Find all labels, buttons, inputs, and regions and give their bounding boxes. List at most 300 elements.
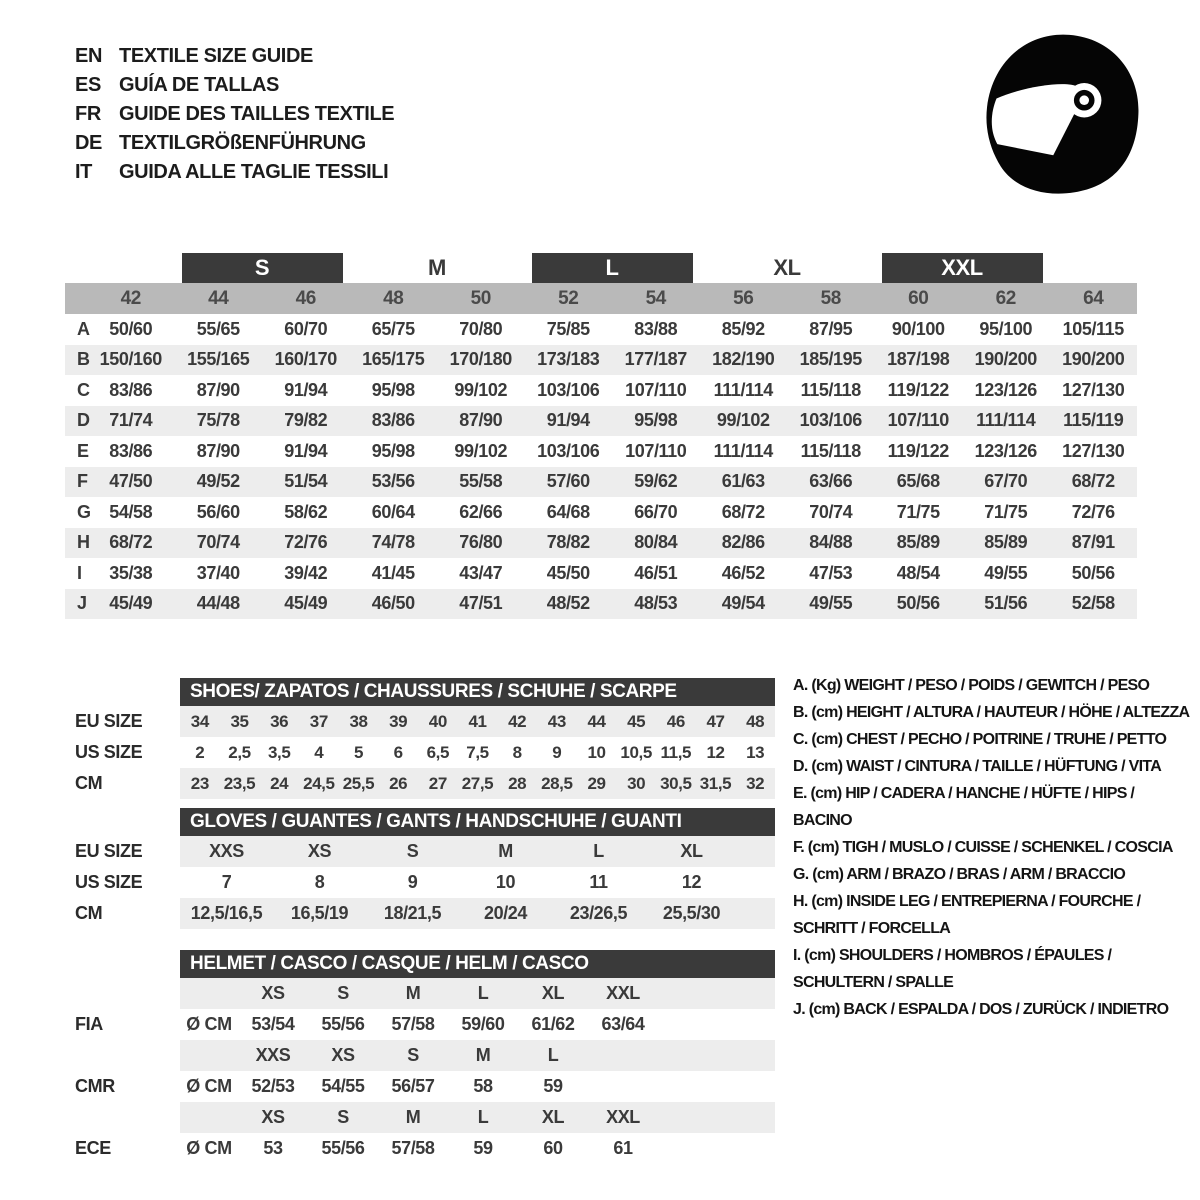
table-cell: 37 <box>309 711 328 731</box>
table-cell: 70/80 <box>459 318 503 339</box>
legend-item: C. (cm) CHEST / PECHO / POITRINE / TRUHE / PETTO <box>793 731 1167 748</box>
table-cell: 46/50 <box>371 593 415 614</box>
table-cell: 10 <box>587 742 606 762</box>
table-cell: 2,5 <box>228 742 251 762</box>
table-cell: XS <box>261 1107 285 1127</box>
table-cell: 47 <box>706 711 725 731</box>
unit-label: Ø CM <box>186 1076 232 1096</box>
table-cell: 51/56 <box>984 593 1028 614</box>
row-label: CM <box>75 903 103 923</box>
table-cell: 38 <box>349 711 368 731</box>
legend-item: D. (cm) WAIST / CINTURA / TAILLE / HÜFTUNG / VITA <box>793 758 1162 775</box>
table-cell: 39/42 <box>284 562 328 583</box>
row-label <box>65 1040 180 1071</box>
table-cell: 84/88 <box>809 532 853 553</box>
table-cell: 44/48 <box>196 593 240 614</box>
table-cell: 182/190 <box>712 349 775 370</box>
table-row <box>65 345 1137 376</box>
title-line <box>75 100 394 129</box>
table-cell: 85/89 <box>984 532 1028 553</box>
table-cell: M <box>405 1107 421 1127</box>
row-values <box>180 1133 775 1164</box>
table-cell: 30 <box>627 773 646 793</box>
table-cell: 95/100 <box>979 318 1033 339</box>
title-text: TEXTILE SIZE GUIDE <box>119 45 313 67</box>
table-cell: S <box>407 1045 419 1065</box>
table-cell: 95/98 <box>634 410 678 431</box>
row-values <box>180 737 775 768</box>
table-cell: 28 <box>508 773 527 793</box>
table-row <box>65 406 1137 437</box>
helmet-header-row <box>65 950 775 978</box>
size-column-header: 64 <box>1083 287 1104 309</box>
table-cell: 10,5 <box>620 742 652 762</box>
size-group-s: S <box>182 253 343 283</box>
table-cell: 99/102 <box>716 410 770 431</box>
table-cell: XXL <box>606 983 640 1003</box>
table-cell: XL <box>680 841 703 861</box>
row-values <box>180 1040 775 1071</box>
row-label: J <box>77 593 87 614</box>
table-cell: 9 <box>407 872 418 892</box>
measurement-rows <box>65 314 1137 619</box>
table-cell: 90/100 <box>891 318 945 339</box>
table-cell: 85/92 <box>721 318 765 339</box>
table-cell: 43/47 <box>459 562 503 583</box>
gloves-table <box>65 808 775 929</box>
table-cell: 65/68 <box>896 471 940 492</box>
size-group-m: M <box>428 255 446 280</box>
table-cell: 62/66 <box>459 501 503 522</box>
table-cell: 50/56 <box>896 593 940 614</box>
table-cell: 51/54 <box>284 471 328 492</box>
table-cell: 11,5 <box>660 742 692 762</box>
row-values <box>180 836 775 867</box>
table-cell: 57/60 <box>546 471 590 492</box>
table-row <box>65 589 1137 620</box>
helmet-rows <box>65 978 775 1164</box>
table-cell: 41/45 <box>371 562 415 583</box>
table-cell: 30,5 <box>660 773 692 793</box>
table-cell: 48/53 <box>634 593 678 614</box>
size-column-header: 46 <box>295 287 316 309</box>
table-cell: 27 <box>428 773 447 793</box>
table-cell: 127/130 <box>1062 440 1125 461</box>
table-cell: 87/95 <box>809 318 853 339</box>
legend-item: F. (cm) TIGH / MUSLO / CUISSE / SCHENKEL / COSCIA <box>793 839 1173 856</box>
table-row <box>65 375 1137 406</box>
table-cell: 87/90 <box>459 410 503 431</box>
table-cell: 173/183 <box>537 349 600 370</box>
table-row <box>65 528 1137 559</box>
table-cell: 67/70 <box>984 471 1028 492</box>
table-row <box>65 314 1137 345</box>
table-cell: 177/187 <box>624 349 687 370</box>
table-cell: 103/106 <box>537 379 600 400</box>
table-cell: 25,5/30 <box>662 903 721 923</box>
language-code: IT <box>75 161 92 183</box>
table-cell: 115/118 <box>800 379 861 400</box>
legend-item: I. (cm) SHOULDERS / HOMBROS / ÉPAULES / SCHULTERN / SPALLE <box>793 947 1112 991</box>
table-cell: 56/57 <box>391 1076 435 1096</box>
table-cell: 53/54 <box>251 1014 295 1034</box>
table-cell: 71/75 <box>896 501 940 522</box>
table-cell: 85/89 <box>896 532 940 553</box>
row-label: EU SIZE <box>75 711 143 731</box>
table-cell: 7,5 <box>466 742 489 762</box>
row-values <box>180 1102 775 1133</box>
row-label: H <box>77 532 90 553</box>
row-label: E <box>77 440 89 461</box>
table-row <box>65 978 775 1009</box>
row-values <box>180 768 775 799</box>
table-cell: 63/66 <box>809 471 853 492</box>
helmet-table <box>65 950 775 1164</box>
table-cell: L <box>477 1107 489 1127</box>
table-cell: 9 <box>552 742 562 762</box>
table-row <box>65 1133 775 1164</box>
table-cell: 23,5 <box>223 773 256 793</box>
table-cell: 32 <box>746 773 765 793</box>
size-group-row <box>65 253 1137 283</box>
size-column-header: 50 <box>470 287 491 309</box>
table-cell: 59 <box>473 1138 493 1158</box>
table-cell: 10 <box>495 872 516 892</box>
table-row <box>65 768 775 799</box>
table-cell: M <box>475 1045 491 1065</box>
table-cell: 12 <box>706 742 725 762</box>
table-cell: 55/56 <box>321 1138 365 1158</box>
table-cell: 61/62 <box>531 1014 575 1034</box>
table-row <box>65 706 775 737</box>
table-cell: 43 <box>547 711 566 731</box>
table-cell: 105/115 <box>1062 318 1124 339</box>
table-cell: 66/70 <box>634 501 678 522</box>
row-label: CM <box>75 773 103 793</box>
table-cell: 53 <box>263 1138 283 1158</box>
table-cell: 119/122 <box>887 440 949 461</box>
table-cell: 79/82 <box>284 410 328 431</box>
table-cell: 123/126 <box>974 379 1037 400</box>
row-label <box>65 978 180 1009</box>
table-cell: 107/110 <box>625 440 687 461</box>
table-cell: 58 <box>473 1076 493 1096</box>
table-cell: XS <box>261 983 285 1003</box>
table-cell: 95/98 <box>371 379 415 400</box>
row-label: B <box>77 349 90 370</box>
legend-item: B. (cm) HEIGHT / ALTURA / HAUTEUR / HÖHE / ALTEZZA <box>793 704 1190 721</box>
table-row <box>65 1040 775 1071</box>
table-cell: 42 <box>508 711 527 731</box>
table-row <box>65 836 775 867</box>
table-cell: 91/94 <box>284 379 328 400</box>
table-cell: 64/68 <box>546 501 590 522</box>
row-label <box>65 1102 180 1133</box>
table-cell: 185/195 <box>799 349 862 370</box>
table-row <box>65 1102 775 1133</box>
size-column-header: 52 <box>558 287 579 309</box>
table-cell: 55/56 <box>321 1014 365 1034</box>
table-cell: L <box>477 983 489 1003</box>
size-group-xxl: XXL <box>882 253 1043 283</box>
table-cell: 83/86 <box>371 410 415 431</box>
table-cell: 47/51 <box>459 593 503 614</box>
table-cell: 49/55 <box>809 593 853 614</box>
table-cell: 75/85 <box>546 318 590 339</box>
table-cell: M <box>498 841 513 861</box>
row-values <box>180 1009 775 1040</box>
row-label: US SIZE <box>75 742 143 762</box>
table-cell: 155/165 <box>187 349 250 370</box>
table-cell: 53/56 <box>371 471 415 492</box>
table-cell: 61 <box>613 1138 633 1158</box>
table-cell: 107/110 <box>625 379 687 400</box>
table-cell: 27,5 <box>461 773 494 793</box>
table-cell: 13 <box>746 742 765 762</box>
table-cell: 24 <box>270 773 289 793</box>
table-cell: 83/86 <box>109 440 153 461</box>
table-cell: 68/72 <box>1071 471 1115 492</box>
title-line <box>75 129 394 158</box>
title-text: TEXTILGRÖßENFÜHRUNG <box>119 132 366 154</box>
table-cell: 70/74 <box>809 501 853 522</box>
table-row <box>65 737 775 768</box>
table-cell: 103/106 <box>799 410 862 431</box>
table-cell: 60 <box>543 1138 563 1158</box>
size-group-xl: XL <box>773 255 801 280</box>
table-cell: 36 <box>270 711 289 731</box>
table-cell: 24,5 <box>303 773 335 793</box>
table-cell: 63/64 <box>601 1014 645 1034</box>
table-cell: 35/38 <box>109 562 153 583</box>
table-cell: 55/65 <box>196 318 240 339</box>
title-text: GUIDE DES TAILLES TEXTILE <box>119 103 395 125</box>
table-cell: 2 <box>195 742 205 762</box>
row-values <box>180 867 775 898</box>
size-column-header: 42 <box>120 287 141 309</box>
measurement-legend <box>793 672 1191 1023</box>
row-label: ECE <box>75 1138 111 1158</box>
table-cell: XS <box>307 841 332 861</box>
table-cell: 115/118 <box>800 440 861 461</box>
table-cell: 72/76 <box>284 532 328 553</box>
table-cell: 35 <box>230 711 249 731</box>
size-column-header: 56 <box>733 287 754 309</box>
table-cell: 111/114 <box>976 410 1036 431</box>
table-cell: 4 <box>314 742 324 762</box>
language-code: EN <box>75 45 102 67</box>
table-cell: 83/88 <box>634 318 678 339</box>
table-cell: 59/60 <box>461 1014 505 1034</box>
table-cell: 59/62 <box>634 471 678 492</box>
table-cell: 95/98 <box>371 440 415 461</box>
table-cell: 58/62 <box>284 501 328 522</box>
table-cell: 111/114 <box>713 440 773 461</box>
table-cell: 91/94 <box>284 440 328 461</box>
table-cell: 99/102 <box>454 440 508 461</box>
table-cell: 49/54 <box>721 593 765 614</box>
table-cell: 65/75 <box>371 318 415 339</box>
table-cell: 70/74 <box>196 532 240 553</box>
table-cell: S <box>337 1107 349 1127</box>
table-cell: 190/200 <box>974 349 1037 370</box>
table-cell: 99/102 <box>454 379 508 400</box>
language-code: FR <box>75 103 101 125</box>
table-cell: 123/126 <box>974 440 1037 461</box>
size-column-header: 62 <box>995 287 1016 309</box>
table-cell: XS <box>331 1045 355 1065</box>
table-cell: 119/122 <box>887 379 949 400</box>
table-cell: 150/160 <box>99 349 162 370</box>
legend-item: E. (cm) HIP / CADERA / HANCHE / HÜFTE / HIPS / BACINO <box>793 785 1135 829</box>
table-cell: 45 <box>627 711 646 731</box>
table-cell: 74/78 <box>371 532 415 553</box>
table-cell: 87/90 <box>196 440 240 461</box>
table-cell: 54/58 <box>109 501 153 522</box>
table-cell: 48/52 <box>546 593 590 614</box>
row-label: EU SIZE <box>75 841 143 861</box>
helmet-title-bar: HELMET / CASCO / CASQUE / HELM / CASCO <box>180 950 775 978</box>
table-cell: 34 <box>190 711 209 731</box>
table-cell: 75/78 <box>196 410 240 431</box>
table-row <box>65 898 775 929</box>
title-line <box>75 158 394 187</box>
table-row <box>65 1071 775 1102</box>
title-text: GUÍA DE TALLAS <box>119 74 279 96</box>
row-values <box>180 978 775 1009</box>
table-cell: 50/60 <box>109 318 153 339</box>
main-size-table <box>65 253 1137 619</box>
size-column-header: 60 <box>908 287 929 309</box>
table-cell: 8 <box>512 742 522 762</box>
table-cell: 48/54 <box>896 562 940 583</box>
table-cell: L <box>593 841 604 861</box>
unit-label: Ø CM <box>186 1138 232 1158</box>
row-label: US SIZE <box>75 872 143 892</box>
row-values <box>180 898 775 929</box>
table-cell: 57/58 <box>391 1138 435 1158</box>
table-cell: 107/110 <box>887 410 949 431</box>
row-label: C <box>77 379 90 400</box>
title-block <box>75 42 394 187</box>
table-cell: 72/76 <box>1071 501 1115 522</box>
table-row <box>65 558 1137 589</box>
table-cell: 46 <box>666 711 685 731</box>
legend-item: A. (Kg) WEIGHT / PESO / POIDS / GEWITCH / PESO <box>793 677 1150 694</box>
row-label: F <box>77 471 88 492</box>
size-column-header: 58 <box>820 287 841 309</box>
table-cell: 59 <box>543 1076 563 1096</box>
table-cell: 78/82 <box>546 532 590 553</box>
row-label: I <box>77 562 82 583</box>
row-label: G <box>77 501 91 522</box>
table-cell: 127/130 <box>1062 379 1125 400</box>
table-cell: 47/50 <box>109 471 153 492</box>
table-cell: 87/91 <box>1071 532 1115 553</box>
title-line <box>75 42 394 71</box>
table-cell: 52/58 <box>1071 593 1115 614</box>
table-cell: 46/52 <box>721 562 765 583</box>
table-cell: 91/94 <box>546 410 590 431</box>
table-cell: 55/58 <box>459 471 503 492</box>
table-cell: M <box>405 983 421 1003</box>
table-cell: XL <box>541 983 565 1003</box>
table-cell: L <box>547 1045 559 1065</box>
table-cell: 18/21,5 <box>383 903 442 923</box>
size-column-header: 44 <box>208 287 229 309</box>
legend-item: G. (cm) ARM / BRAZO / BRAS / ARM / BRACCIO <box>793 866 1126 883</box>
row-label: CMR <box>75 1076 115 1096</box>
table-cell: 37/40 <box>196 562 240 583</box>
table-row <box>65 436 1137 467</box>
table-cell: 83/86 <box>109 379 153 400</box>
table-row <box>65 1009 775 1040</box>
row-label: FIA <box>75 1014 103 1034</box>
table-cell: 7 <box>221 872 232 892</box>
table-cell: 23 <box>190 773 209 793</box>
table-cell: 41 <box>468 711 487 731</box>
table-cell: 29 <box>587 773 606 793</box>
gloves-title-bar: GLOVES / GUANTES / GANTS / HANDSCHUHE / GUANTI <box>180 808 775 836</box>
table-cell: 8 <box>314 872 325 892</box>
table-row <box>65 867 775 898</box>
table-cell: 80/84 <box>634 532 678 553</box>
table-cell: S <box>406 841 419 861</box>
row-label: D <box>77 410 90 431</box>
table-row <box>65 497 1137 528</box>
table-cell: 57/58 <box>391 1014 435 1034</box>
row-values <box>180 706 775 737</box>
title-text: GUIDA ALLE TAGLIE TESSILI <box>119 161 389 183</box>
table-cell: 45/49 <box>109 593 153 614</box>
table-cell: 115/119 <box>1063 410 1124 431</box>
table-cell: 68/72 <box>721 501 765 522</box>
title-line <box>75 71 394 100</box>
table-cell: 49/55 <box>984 562 1028 583</box>
table-cell: XXS <box>255 1045 291 1065</box>
table-cell: 26 <box>389 773 408 793</box>
table-cell: 56/60 <box>196 501 240 522</box>
legend-item: J. (cm) BACK / ESPALDA / DOS / ZURÜCK / INDIETRO <box>793 1001 1169 1018</box>
table-cell: 71/75 <box>984 501 1028 522</box>
table-cell: 12 <box>681 872 702 892</box>
row-values <box>180 1071 775 1102</box>
table-cell: 50/56 <box>1071 562 1115 583</box>
table-cell: XL <box>541 1107 565 1127</box>
table-cell: 20/24 <box>483 903 528 923</box>
helmet-icon <box>975 26 1147 202</box>
gloves-rows <box>65 836 775 929</box>
table-cell: 46/51 <box>634 562 678 583</box>
gloves-header-row <box>65 808 775 836</box>
table-cell: 82/86 <box>721 532 765 553</box>
table-cell: S <box>337 983 349 1003</box>
table-cell: 5 <box>353 742 364 762</box>
table-cell: 45/49 <box>284 593 328 614</box>
shoes-header-row <box>65 678 775 706</box>
row-label: A <box>77 318 90 339</box>
table-cell: 170/180 <box>449 349 512 370</box>
size-column-header: 54 <box>645 287 666 309</box>
table-cell: 12,5/16,5 <box>190 903 263 923</box>
table-cell: 40 <box>428 711 447 731</box>
table-cell: 44 <box>587 711 606 731</box>
table-cell: 16,5/19 <box>290 903 349 923</box>
table-cell: 71/74 <box>109 410 153 431</box>
table-cell: 31,5 <box>699 773 732 793</box>
table-cell: 45/50 <box>546 562 590 583</box>
table-cell: 49/52 <box>196 471 240 492</box>
